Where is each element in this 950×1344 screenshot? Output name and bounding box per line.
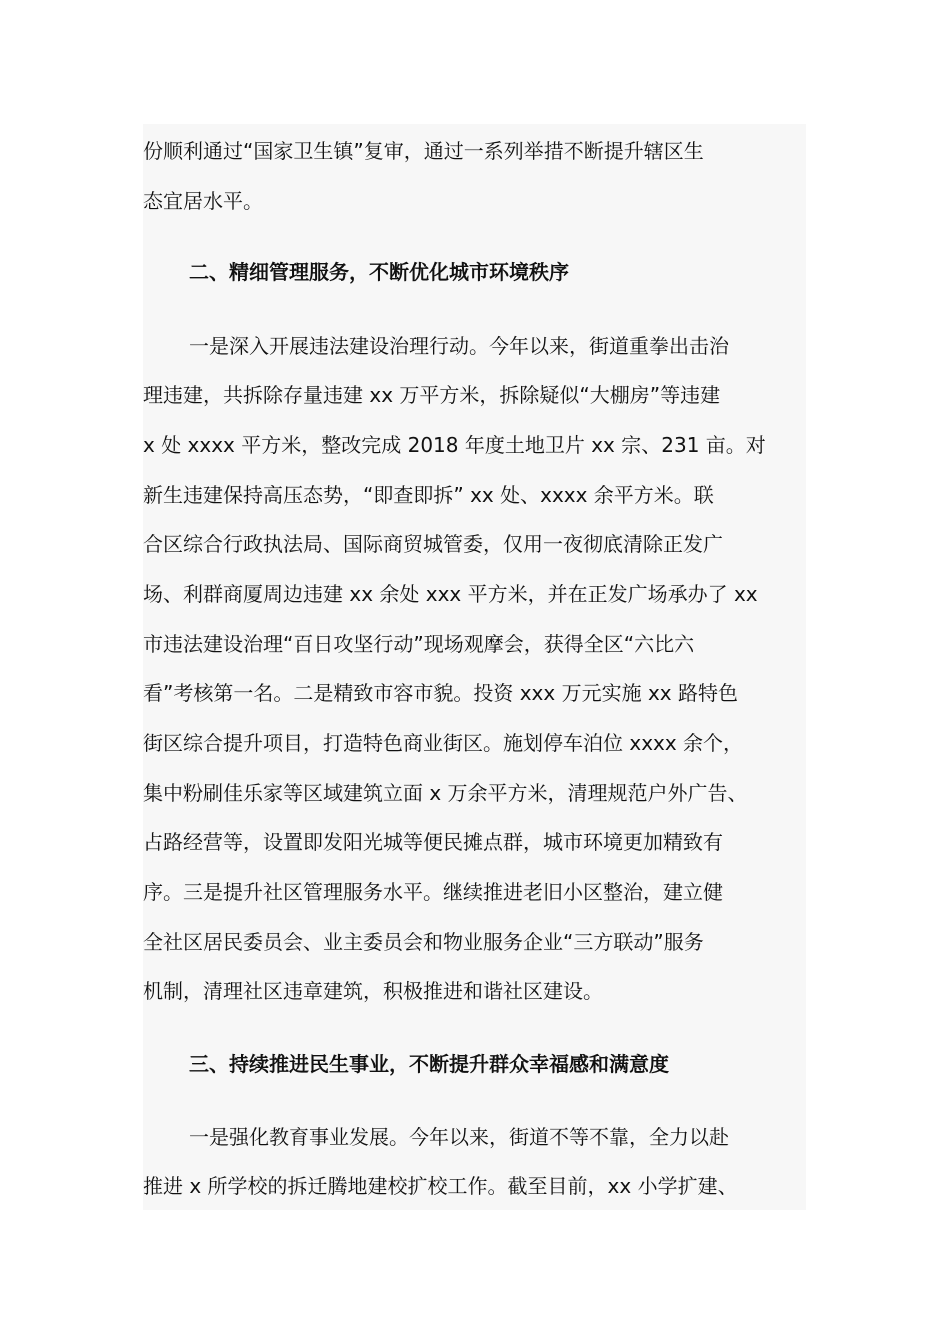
text-line: 推进 x 所学校的拆迁腾地建校扩校工作。截至目前，xx 小学扩建、 [143,1174,738,1198]
text-line: 序。三是提升社区管理服务水平。继续推进老旧小区整治，建立健 [143,880,723,904]
text-line: 新生违建保持高压态势，“即查即拆” xx 处、xxxx 余平方米。联 [143,483,714,507]
section-heading-2: 二、精细管理服务，不断优化城市环境秩序 [189,260,569,284]
text-line: 份顺利通过“国家卫生镇”复审，通过一系列举措不断提升辖区生 [143,139,704,163]
document-text-block [143,124,806,1210]
text-line: 一是强化教育事业发展。今年以来，街道不等不靠，全力以赴 [189,1125,729,1149]
text-line: 理违建，共拆除存量违建 xx 万平方米，拆除疑似“大棚房”等违建 [143,383,721,407]
section-heading-3: 三、持续推进民生事业，不断提升群众幸福感和满意度 [189,1052,669,1076]
text-line: x 处 xxxx 平方米，整改完成 2018 年度土地卫片 xx 宗、231 亩。对 [143,433,766,457]
text-line: 机制，清理社区违章建筑，积极推进和谐社区建设。 [143,979,603,1003]
text-line: 态宜居水平。 [143,189,263,213]
text-line: 街区综合提升项目，打造特色商业街区。施划停车泊位 xxxx 余个， [143,731,744,755]
text-line: 合区综合行政执法局、国际商贸城管委，仅用一夜彻底清除正发广 [143,532,723,556]
text-line: 全社区居民委员会、业主委员会和物业服务企业“三方联动”服务 [143,930,704,954]
text-line: 占路经营等，设置即发阳光城等便民摊点群，城市环境更加精致有 [143,830,723,854]
text-line: 看”考核第一名。二是精致市容市貌。投资 xxx 万元实施 xx 路特色 [143,681,738,705]
text-line: 集中粉刷佳乐家等区域建筑立面 x 万余平方米，清理规范户外广告、 [143,781,748,805]
text-line: 场、利群商厦周边违建 xx 余处 xxx 平方米，并在正发广场承办了 xx [143,582,758,606]
text-line: 市违法建设治理“百日攻坚行动”现场观摩会，获得全区“六比六 [143,632,695,656]
text-line: 一是深入开展违法建设治理行动。今年以来，街道重拳出击治 [189,334,729,358]
